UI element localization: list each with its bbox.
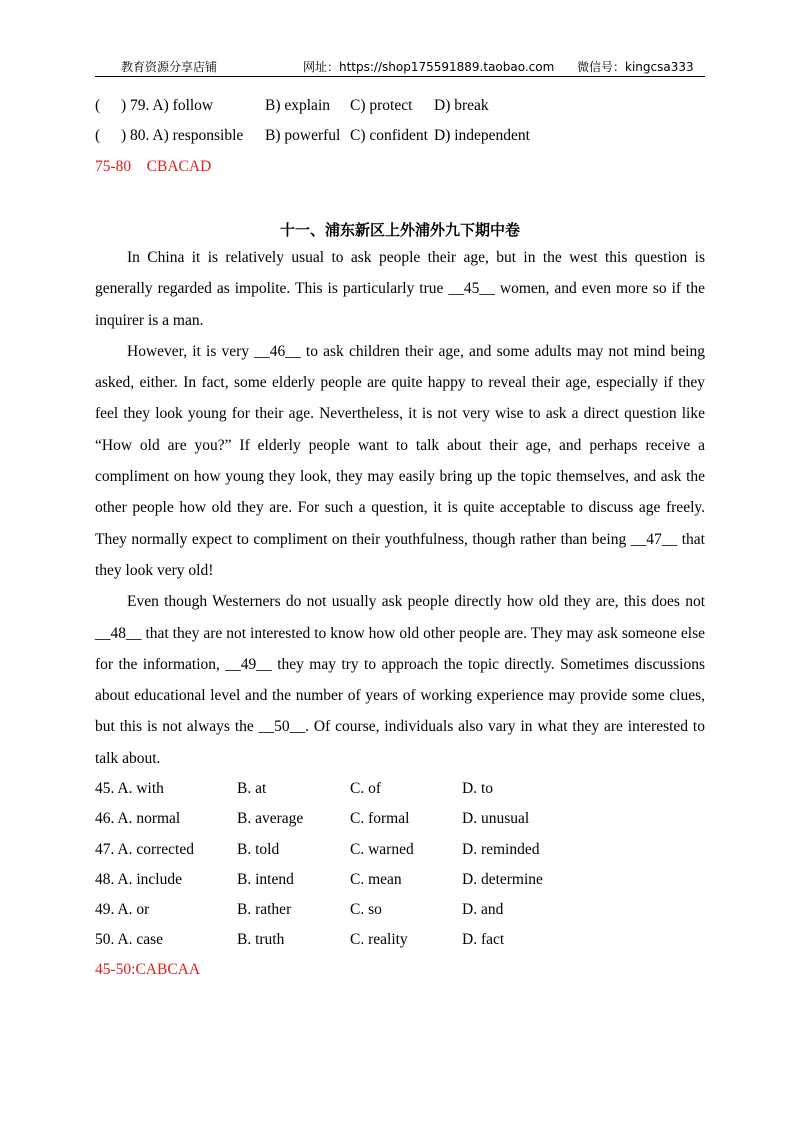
question-80 <box>95 127 705 147</box>
passage-paragraph: Even though Westerners do not usually ask people directly how old they are, this does not __48__ that they are not interested to know how old other people are. They may ask someone else for the information, __49__ they may try to approach the topic directly. Sometimes discussions about educational level and the number of years of working experience may provide some clues, but this is not always the __50__. Of course, individuals also vary in what they are interested to talk about. <box>95 593 705 767</box>
option-d: D. reminded <box>462 841 540 858</box>
passage-paragraph: However, it is very __46__ to ask children their age, and some adults may not mind being asked, either. In fact, some elderly people are quite happy to reveal their age, especially if they feel they look young for their age. Nevertheless, it is not very wise to ask a direct question like “How old are you?” If elderly people want to talk about their age, and perhaps receive a compliment on how young they look, they may easily bring up the topic themselves, and ask the other people how old they are. For such a question, it is quite acceptable to discuss age freely. They normally expect to compliment on their youthfulness, though rather than being __47__ that they look very old! <box>95 342 705 579</box>
header-url: 网址：https://shop175591889.taobao.com <box>303 60 555 74</box>
question-option-b: B) explain <box>265 97 330 114</box>
question-paren: ( <box>95 97 101 114</box>
reading-passage <box>95 242 705 774</box>
question-option-d: D) break <box>434 97 489 114</box>
option-b: B. at <box>237 780 267 797</box>
option-c: C. warned <box>350 841 414 858</box>
question-option-a: ) 79. A) follow <box>121 97 214 114</box>
question-option-a: ) 80. A) responsible <box>121 127 244 144</box>
option-a: 48. A. include <box>95 871 182 888</box>
question-option-c: C) confident <box>350 127 428 144</box>
option-d: D. determine <box>462 871 543 888</box>
answer-key: 45-50:CABCAA <box>95 961 201 978</box>
option-d: D. to <box>462 780 493 797</box>
header-wechat: 微信号：kingcsa333 <box>577 60 694 74</box>
option-row-50 <box>95 931 705 951</box>
option-a: 46. A. normal <box>95 810 181 827</box>
option-c: C. so <box>350 901 382 918</box>
option-c: C. formal <box>350 810 410 827</box>
option-b: B. truth <box>237 931 285 948</box>
section-title: 十一、浦东新区上外浦外九下期中卷 <box>279 221 520 239</box>
question-option-c: C) protect <box>350 97 413 114</box>
previous-answer-key: 75-80 CBACAD <box>95 158 212 175</box>
option-c: C. mean <box>350 871 402 888</box>
question-option-d: D) independent <box>434 127 530 144</box>
question-paren: ( <box>95 127 101 144</box>
option-row-47 <box>95 841 705 861</box>
question-option-b: B) powerful <box>265 127 341 144</box>
option-row-45 <box>95 780 705 800</box>
option-row-48 <box>95 871 705 891</box>
page-header <box>95 56 705 77</box>
option-row-46 <box>95 810 705 830</box>
option-b: B. intend <box>237 871 294 888</box>
option-b: B. average <box>237 810 304 827</box>
option-a: 49. A. or <box>95 901 150 918</box>
option-a: 45. A. with <box>95 780 164 797</box>
option-d: D. and <box>462 901 504 918</box>
option-d: D. fact <box>462 931 505 948</box>
header-shop-name: 教育资源分享店铺 <box>121 60 218 74</box>
option-c: C. reality <box>350 931 408 948</box>
option-a: 47. A. corrected <box>95 841 194 858</box>
option-d: D. unusual <box>462 810 530 827</box>
passage-paragraph: In China it is relatively usual to ask people their age, but in the west this question is generally regarded as impolite. This is particularly true __45__ women, and even more so if the inquirer is a man. <box>95 249 705 329</box>
option-b: B. told <box>237 841 280 858</box>
question-79 <box>95 97 705 117</box>
option-c: C. of <box>350 780 381 797</box>
option-b: B. rather <box>237 901 292 918</box>
option-a: 50. A. case <box>95 931 164 948</box>
option-row-49 <box>95 901 705 921</box>
